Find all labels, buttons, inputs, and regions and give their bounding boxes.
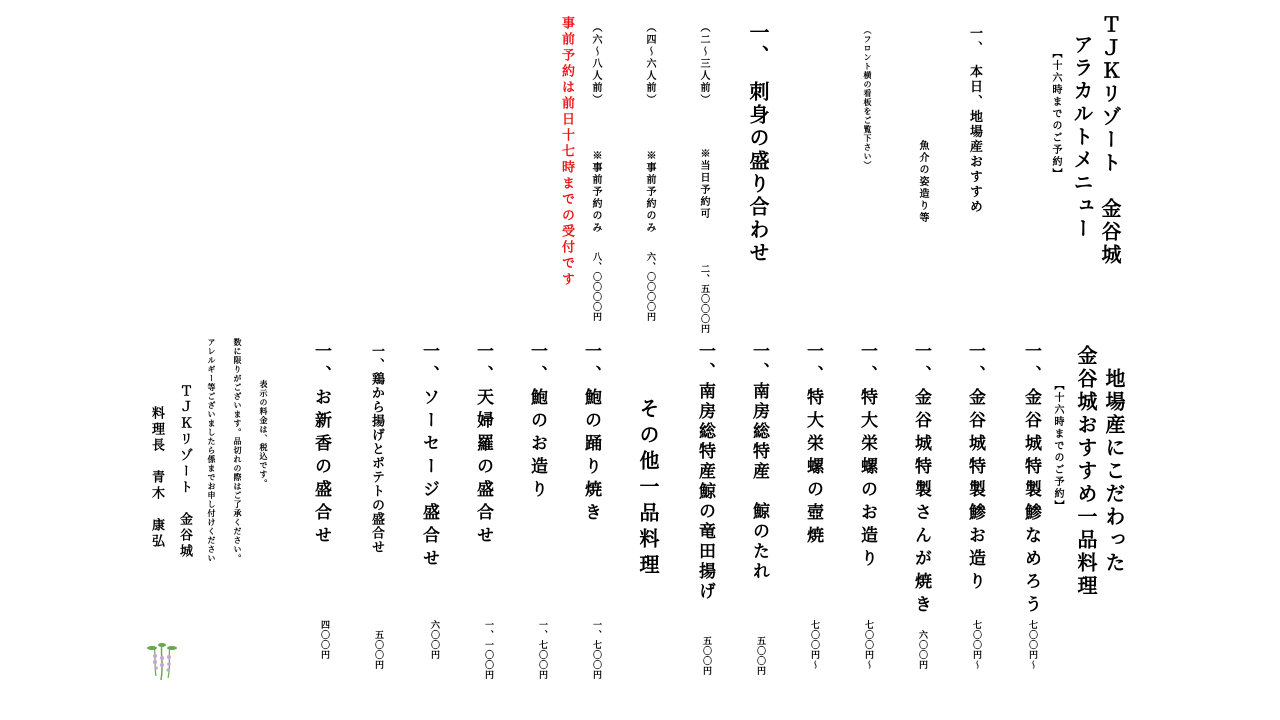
size-label-3: （六～八人前） [590,22,601,106]
other-item-5: 一、鶏から揚げとポテトの盛合せ [369,344,384,554]
other-item-1: 一、鮑の踊り焼き [581,342,601,526]
featured-item-4: 一、特大栄螺のお造り [857,342,877,572]
signature-resort: ＴＪＫリゾート 金谷城 [177,384,192,560]
other-price-4: 六〇〇円 [429,620,439,660]
signature-chef: 料理長 青木 康弘 [149,406,164,550]
intro-note: （フロント横の看板をご覧下さい） [863,26,873,170]
other-item-6: 一、お新香の盛合せ [311,342,331,549]
featured-price-5: 七〇〇円～ [809,620,819,670]
advance-notice: 事前予約は前日十七時までの受付です [559,16,574,288]
other-price-6: 四〇〇円 [319,620,329,660]
featured-title-line1: 地場産にこだわった [1102,368,1126,575]
other-price-1: 一、七〇〇円 [591,620,601,680]
featured-price-7: 五〇〇円 [701,636,711,676]
featured-price-2: 七〇〇円～ [971,620,981,670]
featured-item-1: 一、金谷城特製鯵なめろう [1021,342,1041,618]
featured-item-6: 一、南房総特産 鯨のたれ [749,342,769,582]
tax-note: 表示の料金は、税込です。 [259,380,269,488]
other-item-2: 一、鮑のお造り [527,342,547,503]
intro-sub: 魚介の姿造り等 [917,140,928,224]
allergy-note: アレルギー等ございましたら係までお申し付けください [207,338,217,563]
featured-price-6: 五〇〇円 [755,636,765,676]
other-price-5: 五〇〇円 [373,630,383,670]
resort-title: ＴＪＫリゾート 金谷城 [1098,14,1122,267]
size-label-1: （二～三人前） [698,22,709,106]
size-price-3: 八、〇〇〇〇円 [591,252,601,322]
size-price-2: 六、〇〇〇〇円 [645,252,655,322]
featured-item-5: 一、特大栄螺の壺焼 [803,342,823,549]
menu-title: アラカルトメニュー [1070,34,1094,241]
featured-title-line2: 金谷城おすすめ一品料理 [1074,345,1098,598]
others-title: その他一品料理 [636,398,660,580]
header-reservation-note: 【十六時までのご予約】 [1050,48,1061,180]
featured-item-3: 一、金谷城特製さんが焼き [911,342,931,618]
featured-price-3: 六〇〇円 [917,630,927,670]
featured-item-2: 一、金谷城特製鯵お造り [965,342,985,595]
wisteria-plant-icon [144,640,180,682]
featured-item-7: 一、南房総特産鯨の竜田揚げ [695,342,715,602]
size-price-1: 二、五〇〇〇円 [699,264,709,334]
other-item-3: 一、天婦羅の盛合せ [473,342,493,549]
size-note-1: ※当日予約可 [698,148,709,220]
stock-note: 数に限りがございます。品切れの際はご了承ください。 [233,338,243,563]
other-item-4: 一、ソーセージ盛合せ [419,342,439,572]
other-price-3: 一、一〇〇円 [483,620,493,680]
featured-price-1: 七〇〇円～ [1027,620,1037,670]
size-label-2: （四～六人前） [644,22,655,106]
size-note-3: ※事前予約のみ [590,150,601,234]
intro-line: 一、 本日、地場産おすすめ [967,26,982,215]
featured-price-4: 七〇〇円～ [863,620,873,670]
featured-note: 【十六時までのご予約】 [1052,380,1063,512]
size-note-2: ※事前予約のみ [644,150,655,234]
other-price-2: 一、七〇〇円 [537,620,547,680]
sashimi-title: 一、 刺身の盛り合わせ [746,22,770,265]
